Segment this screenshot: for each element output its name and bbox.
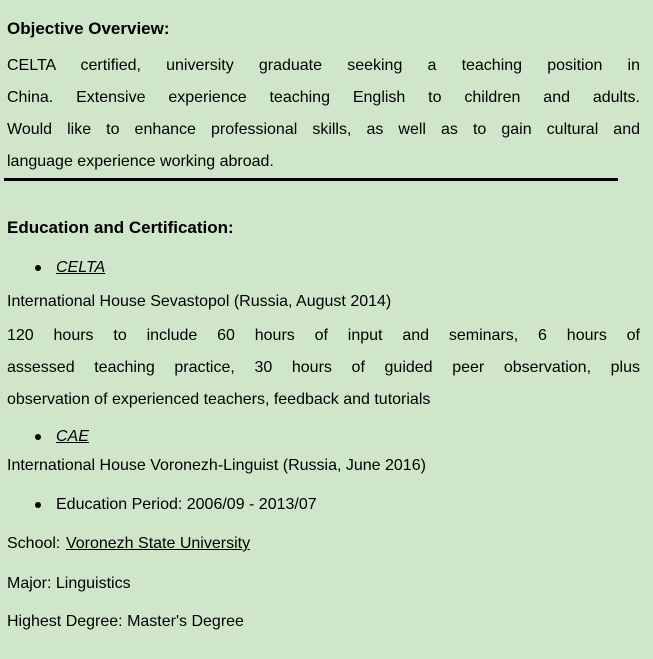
bullet-dot-icon [35,502,41,508]
school-label: School: [7,535,61,552]
cae-institution: International House Voronezh-Linguist (Russia, June 2016) [7,457,426,474]
celta-details-line-3: observation of experienced teachers, feedback and tutorials [7,391,431,408]
celta-details-line-2: assessed teaching practice, 30 hours of guided peer observation, plus [7,359,640,376]
celta-details-paragraph [7,320,640,416]
objective-line-2: China. Extensive experience teaching English to children and adults. [7,89,640,106]
school-line [7,528,640,560]
objective-paragraph [7,50,640,178]
education-period-text: Education Period: 2006/09 - 2013/07 [56,496,317,513]
education-heading: Education and Certification: [7,218,234,237]
celta-label: CELTA [56,259,106,276]
highest-degree-line: Highest Degree: Master's Degree [7,613,244,630]
celta-details-line-1: 120 hours to include 60 hours of input and seminars, 6 hours of [7,327,640,344]
cae-bullet-item [7,424,640,450]
section-divider [4,178,618,181]
education-period-bullet-item [7,489,640,521]
school-value: Voronezh State University [65,535,251,552]
celta-institution: International House Sevastopol (Russia, August 2014) [7,293,392,310]
objective-line-1: CELTA certified, university graduate seeking a teaching position in [7,57,640,74]
objective-heading: Objective Overview: [7,19,170,38]
cae-label: CAE [56,428,89,445]
celta-bullet-item [7,252,640,284]
major-line: Major: Linguistics [7,575,131,592]
objective-line-3: Would like to enhance professional skills, as well as to gain cultural and [7,121,640,138]
objective-line-4: language experience working abroad. [7,153,274,170]
bullet-dot-icon [35,265,41,271]
bullet-dot-icon [35,434,41,440]
